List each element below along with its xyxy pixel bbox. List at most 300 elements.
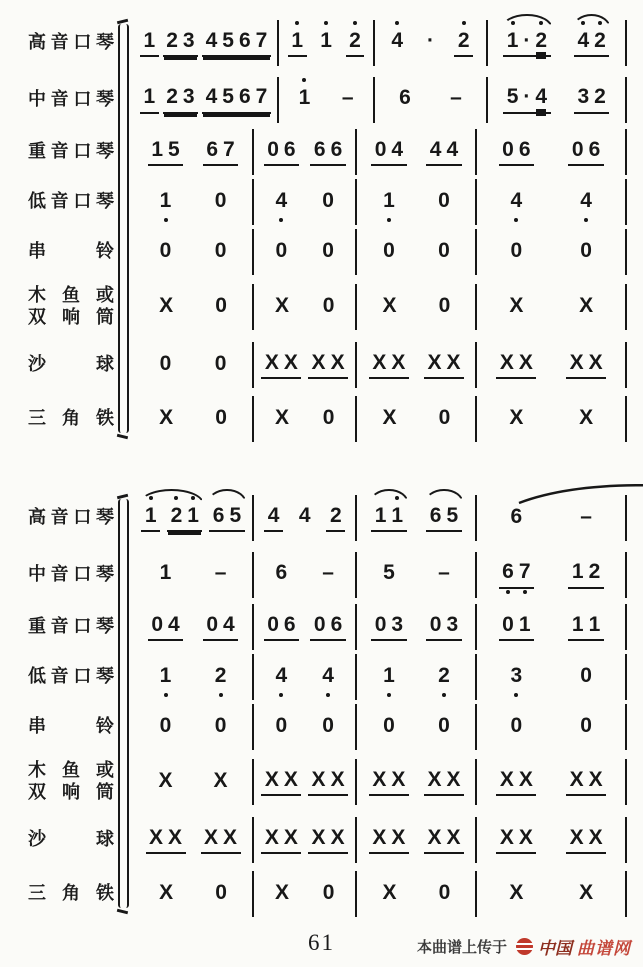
note-char: –	[341, 86, 354, 110]
note-group	[319, 664, 338, 690]
beamed-notes	[576, 881, 597, 907]
beamed-notes	[261, 351, 301, 379]
measure	[357, 768, 475, 796]
note-group	[503, 29, 550, 57]
note-char: 1	[320, 29, 332, 52]
note-char: 0	[159, 238, 172, 262]
beamed-notes	[326, 504, 345, 532]
note-group	[272, 239, 291, 265]
barline	[625, 552, 627, 598]
note-char: X	[372, 767, 387, 791]
octave-dot-above	[395, 21, 399, 25]
note-group	[261, 351, 301, 379]
measure	[477, 189, 625, 215]
note-group	[310, 138, 345, 166]
note-char: 0	[322, 880, 335, 904]
note-group	[507, 189, 526, 215]
beamed-notes	[371, 138, 406, 166]
octave-dot-below	[219, 693, 223, 697]
note-char: 2	[594, 29, 606, 52]
note-group	[211, 664, 230, 690]
instrument-label	[28, 507, 114, 529]
instrument-label	[28, 408, 114, 430]
note-group	[369, 768, 409, 796]
note-char: 2	[166, 28, 178, 52]
note-char: 2	[594, 85, 606, 109]
note-char: 1	[151, 137, 164, 161]
barline	[625, 77, 627, 123]
note-char: X	[569, 825, 584, 849]
beamed-notes	[506, 406, 527, 432]
note-char: 1	[160, 189, 172, 212]
note-group	[506, 406, 527, 432]
note-group	[499, 138, 534, 166]
note-char: 0	[215, 293, 227, 317]
measure	[134, 769, 252, 795]
beamed-notes	[424, 826, 464, 854]
note-group	[379, 881, 400, 907]
beamed-notes	[141, 504, 160, 532]
note-group	[272, 561, 291, 587]
note-group	[272, 664, 291, 690]
note-char: 3	[182, 28, 195, 52]
note-char: 4	[298, 503, 311, 527]
note-char: X	[579, 293, 594, 317]
note-char: 0	[214, 188, 227, 212]
note-char: 4	[580, 189, 592, 212]
note-char: 0	[275, 713, 288, 737]
barline	[625, 129, 627, 175]
beamed-notes	[211, 189, 230, 215]
octave-dot-below	[387, 693, 391, 697]
note-group	[338, 86, 357, 112]
note-char: 2	[349, 29, 361, 52]
beamed-notes	[507, 505, 526, 531]
beamed-notes	[577, 239, 596, 265]
octave-dot-above	[539, 21, 543, 25]
beamed-notes	[507, 189, 526, 215]
music-line	[114, 495, 627, 541]
note-char: 1	[374, 503, 387, 527]
note-char: 1	[507, 29, 519, 52]
staff-row	[0, 277, 643, 337]
note-group	[319, 561, 338, 587]
beamed-notes	[506, 294, 527, 320]
barline	[625, 604, 627, 650]
measure	[488, 29, 625, 57]
note-group	[379, 294, 400, 320]
instrument-label-line: 木鱼或	[28, 285, 114, 306]
note-char: 0	[429, 612, 442, 636]
note-group	[435, 294, 454, 320]
measure	[357, 881, 475, 907]
music-line	[114, 552, 627, 598]
beamed-notes	[423, 29, 437, 55]
note-char: 0	[502, 137, 514, 161]
instrument-label-line: 中音口琴	[28, 88, 114, 109]
beamed-notes	[271, 881, 292, 907]
beamed-notes	[507, 664, 526, 690]
note-char: 7	[519, 560, 531, 583]
system-1	[0, 14, 643, 445]
note-char: 0	[322, 405, 335, 429]
note-char: X	[588, 350, 603, 374]
staff-row	[0, 227, 643, 277]
music-line	[114, 342, 627, 388]
note-char: 0	[214, 351, 227, 375]
note-char: 6	[502, 560, 514, 583]
instrument-label	[28, 883, 114, 905]
beamed-notes	[146, 826, 186, 854]
note-char: 6	[212, 503, 225, 527]
note-group	[202, 29, 271, 57]
note-group	[568, 613, 603, 641]
beamed-notes	[163, 85, 198, 113]
beamed-notes	[380, 714, 399, 740]
beamed-notes	[295, 86, 314, 112]
note-group	[435, 664, 454, 690]
note-group	[310, 613, 345, 641]
measure	[134, 138, 252, 166]
note-char: 4	[168, 612, 180, 636]
note-group	[435, 714, 454, 740]
beamed-notes	[264, 504, 283, 532]
beamed-notes	[568, 613, 603, 641]
beamed-notes	[156, 352, 175, 378]
octave-dot-above	[324, 21, 328, 25]
beamed-notes	[308, 351, 348, 379]
beamed-notes	[380, 189, 399, 215]
beamed-notes	[212, 294, 231, 320]
beamed-notes	[201, 826, 241, 854]
staff-row	[0, 812, 643, 868]
note-group	[319, 406, 338, 432]
beamed-notes	[310, 613, 345, 641]
note-char: 0	[267, 137, 279, 161]
note-group	[380, 714, 399, 740]
note-char: X	[427, 767, 442, 791]
beamed-notes	[319, 664, 338, 690]
measure	[254, 826, 355, 854]
instrument-label	[28, 564, 114, 586]
beamed-notes	[272, 561, 291, 587]
beamed-notes	[310, 138, 345, 166]
note-char: ·	[523, 85, 531, 109]
barline	[625, 229, 627, 275]
instrument-label-line: 沙球	[28, 354, 114, 375]
beamed-notes	[435, 189, 454, 215]
staff-row	[0, 127, 643, 177]
octave-dot-below	[442, 693, 446, 697]
note-char: 0	[580, 238, 592, 262]
note-group	[506, 881, 527, 907]
note-group	[426, 613, 461, 641]
note-char: X	[213, 768, 228, 792]
note-char: 0	[438, 293, 451, 317]
barline	[625, 179, 627, 225]
system-brace	[118, 24, 129, 433]
note-char: –	[580, 504, 592, 528]
beamed-notes	[503, 29, 550, 57]
slur-arc	[369, 489, 408, 504]
note-char: 2	[438, 664, 450, 687]
beamed-notes	[435, 406, 454, 432]
octave-dot-above	[302, 78, 306, 82]
note-char: X	[579, 880, 594, 904]
beamed-notes	[507, 714, 526, 740]
note-group	[308, 768, 348, 796]
octave-dot-below	[164, 218, 168, 222]
measure	[477, 768, 625, 796]
measure	[477, 881, 625, 907]
beamed-notes	[435, 561, 454, 587]
note-group	[507, 505, 526, 531]
beamed-notes	[496, 351, 536, 379]
note-char: 4	[511, 189, 523, 212]
music-line	[114, 871, 627, 917]
barline	[625, 284, 627, 330]
note-char: 0	[374, 137, 387, 161]
note-char: 1	[159, 561, 172, 585]
measure	[254, 664, 355, 690]
beamed-notes	[576, 406, 597, 432]
note-group	[496, 768, 536, 796]
music-line	[114, 20, 627, 66]
measure	[357, 714, 475, 740]
measure	[488, 85, 625, 113]
note-char: 4	[205, 85, 218, 109]
note-char: X	[158, 768, 173, 792]
beamed-notes	[156, 714, 175, 740]
beamed-notes	[380, 664, 399, 690]
beamed-notes	[503, 85, 550, 113]
note-char: 5	[222, 85, 234, 109]
beamed-notes	[202, 29, 271, 57]
octave-dot-below	[326, 693, 330, 697]
beamed-notes	[435, 664, 454, 690]
system-brace	[118, 499, 129, 908]
note-group	[156, 881, 177, 907]
instrument-label	[28, 616, 114, 638]
note-group	[577, 505, 596, 531]
instrument-label	[28, 191, 114, 213]
octave-dot-above	[395, 496, 399, 500]
beamed-notes	[272, 189, 291, 215]
note-char: X	[499, 350, 514, 374]
note-group	[261, 768, 301, 796]
slur-arc	[424, 489, 463, 504]
beamed-notes	[371, 613, 406, 641]
barline	[625, 20, 627, 66]
instrument-label-line: 重音口琴	[28, 141, 114, 162]
note-group	[424, 826, 464, 854]
note-group	[371, 504, 406, 532]
note-char: X	[446, 350, 461, 374]
note-group	[423, 29, 437, 55]
note-group	[507, 239, 526, 265]
beamed-notes	[156, 239, 175, 265]
measure	[254, 138, 355, 166]
note-char: 6	[510, 504, 523, 528]
note-group	[435, 239, 454, 265]
note-char: 2	[166, 85, 178, 109]
beamed-notes	[156, 294, 177, 320]
note-group	[201, 826, 241, 854]
beamed-notes	[211, 664, 230, 690]
beamed-notes	[156, 406, 177, 432]
beamed-notes	[577, 664, 596, 690]
note-char: 0	[374, 612, 387, 636]
octave-dot-below	[164, 693, 168, 697]
octave-dot-below	[584, 218, 588, 222]
staff-row	[0, 177, 643, 227]
note-char: 1	[571, 612, 584, 636]
note-char: 6	[283, 612, 296, 636]
staff-row	[0, 752, 643, 812]
measure	[254, 294, 355, 320]
note-char: 0	[383, 713, 395, 737]
instrument-label-line: 重音口琴	[28, 616, 114, 637]
note-char: 7	[255, 28, 268, 52]
beamed-notes	[155, 769, 176, 795]
note-group	[371, 138, 406, 166]
octave-dot-below	[279, 693, 283, 697]
note-char: 4	[276, 664, 288, 687]
note-group	[454, 29, 473, 57]
note-group	[568, 138, 603, 166]
beamed-notes	[210, 769, 231, 795]
site-logo-icon	[516, 938, 533, 955]
measure	[134, 881, 252, 907]
beamed-notes	[435, 881, 454, 907]
note-char: 6	[206, 137, 219, 161]
beamed-notes	[426, 504, 461, 532]
note-group	[209, 504, 244, 532]
beamed-notes	[156, 189, 175, 215]
note-char: X	[283, 825, 298, 849]
note-group	[211, 714, 230, 740]
measure	[134, 189, 252, 215]
beamed-notes	[271, 406, 292, 432]
beamed-notes	[211, 714, 230, 740]
measure	[477, 239, 625, 265]
note-char: 0	[275, 238, 288, 262]
measure	[254, 613, 355, 641]
beamed-notes	[424, 351, 464, 379]
beamed-notes	[295, 504, 314, 530]
note-group	[264, 504, 283, 532]
note-char: X	[382, 293, 397, 317]
measure	[254, 714, 355, 740]
beamed-notes	[261, 826, 301, 854]
beamed-notes	[140, 85, 159, 113]
music-line	[114, 129, 627, 175]
watermark	[417, 934, 631, 959]
note-group	[568, 560, 603, 588]
note-group	[140, 29, 159, 57]
instrument-label	[28, 716, 114, 738]
note-char: 0	[438, 880, 451, 904]
measure	[375, 29, 485, 57]
beamed-notes	[202, 85, 271, 113]
beamed-notes	[272, 664, 291, 690]
note-char: 0	[510, 238, 523, 262]
note-group	[435, 406, 454, 432]
measure	[134, 504, 252, 532]
note-char: X	[223, 825, 238, 849]
note-group	[506, 294, 527, 320]
note-char: 0	[322, 188, 334, 212]
note-char: X	[391, 767, 406, 791]
beamed-notes	[380, 239, 399, 265]
note-group	[426, 504, 461, 532]
beamed-notes	[212, 406, 231, 432]
octave-dot-above	[598, 21, 602, 25]
note-char: 1	[145, 504, 157, 527]
instrument-label-line: 高音口琴	[28, 32, 114, 53]
beamed-notes	[379, 881, 400, 907]
note-char: 6	[283, 137, 296, 161]
measure	[134, 664, 252, 690]
beamed-notes	[435, 239, 454, 265]
note-char: X	[159, 293, 174, 317]
instrument-label-line: 串铃	[28, 241, 114, 262]
beamed-notes	[308, 826, 348, 854]
note-char: X	[509, 293, 524, 317]
note-group	[317, 29, 336, 55]
note-char: 0	[206, 612, 219, 636]
note-char: X	[579, 405, 594, 429]
measure	[357, 351, 475, 379]
beamed-notes	[568, 560, 603, 588]
note-char: X	[204, 825, 219, 849]
beamed-notes	[264, 613, 299, 641]
beamed-notes	[211, 352, 230, 378]
note-group	[503, 85, 550, 113]
note-char: X	[283, 767, 298, 791]
beamed-notes	[148, 138, 183, 166]
note-char: X	[518, 825, 533, 849]
measure	[279, 29, 374, 57]
note-char: X	[446, 767, 461, 791]
beamed-notes	[435, 294, 454, 320]
note-char: X	[372, 350, 387, 374]
note-char: 3	[577, 85, 590, 109]
note-char: X	[330, 767, 345, 791]
barline	[625, 871, 627, 917]
measure	[477, 294, 625, 320]
note-group	[212, 881, 231, 907]
site-name-light: 曲谱网	[577, 939, 631, 958]
note-char: 6	[238, 85, 251, 109]
note-group	[576, 294, 597, 320]
barline	[625, 396, 627, 442]
note-char: X	[509, 880, 524, 904]
octave-dot-above	[295, 21, 299, 25]
instrument-label-line: 三角铁	[28, 408, 114, 429]
octave-dot-below	[514, 693, 518, 697]
beamed-notes	[167, 504, 202, 532]
beamed-notes	[388, 29, 407, 55]
measure	[279, 86, 374, 112]
note-char: 2	[535, 29, 547, 52]
beamed-notes	[148, 613, 183, 641]
note-group	[148, 613, 183, 641]
note-group	[264, 613, 299, 641]
note-char: 0	[322, 293, 335, 317]
beamed-notes	[212, 881, 231, 907]
octave-dot-below	[523, 590, 527, 594]
